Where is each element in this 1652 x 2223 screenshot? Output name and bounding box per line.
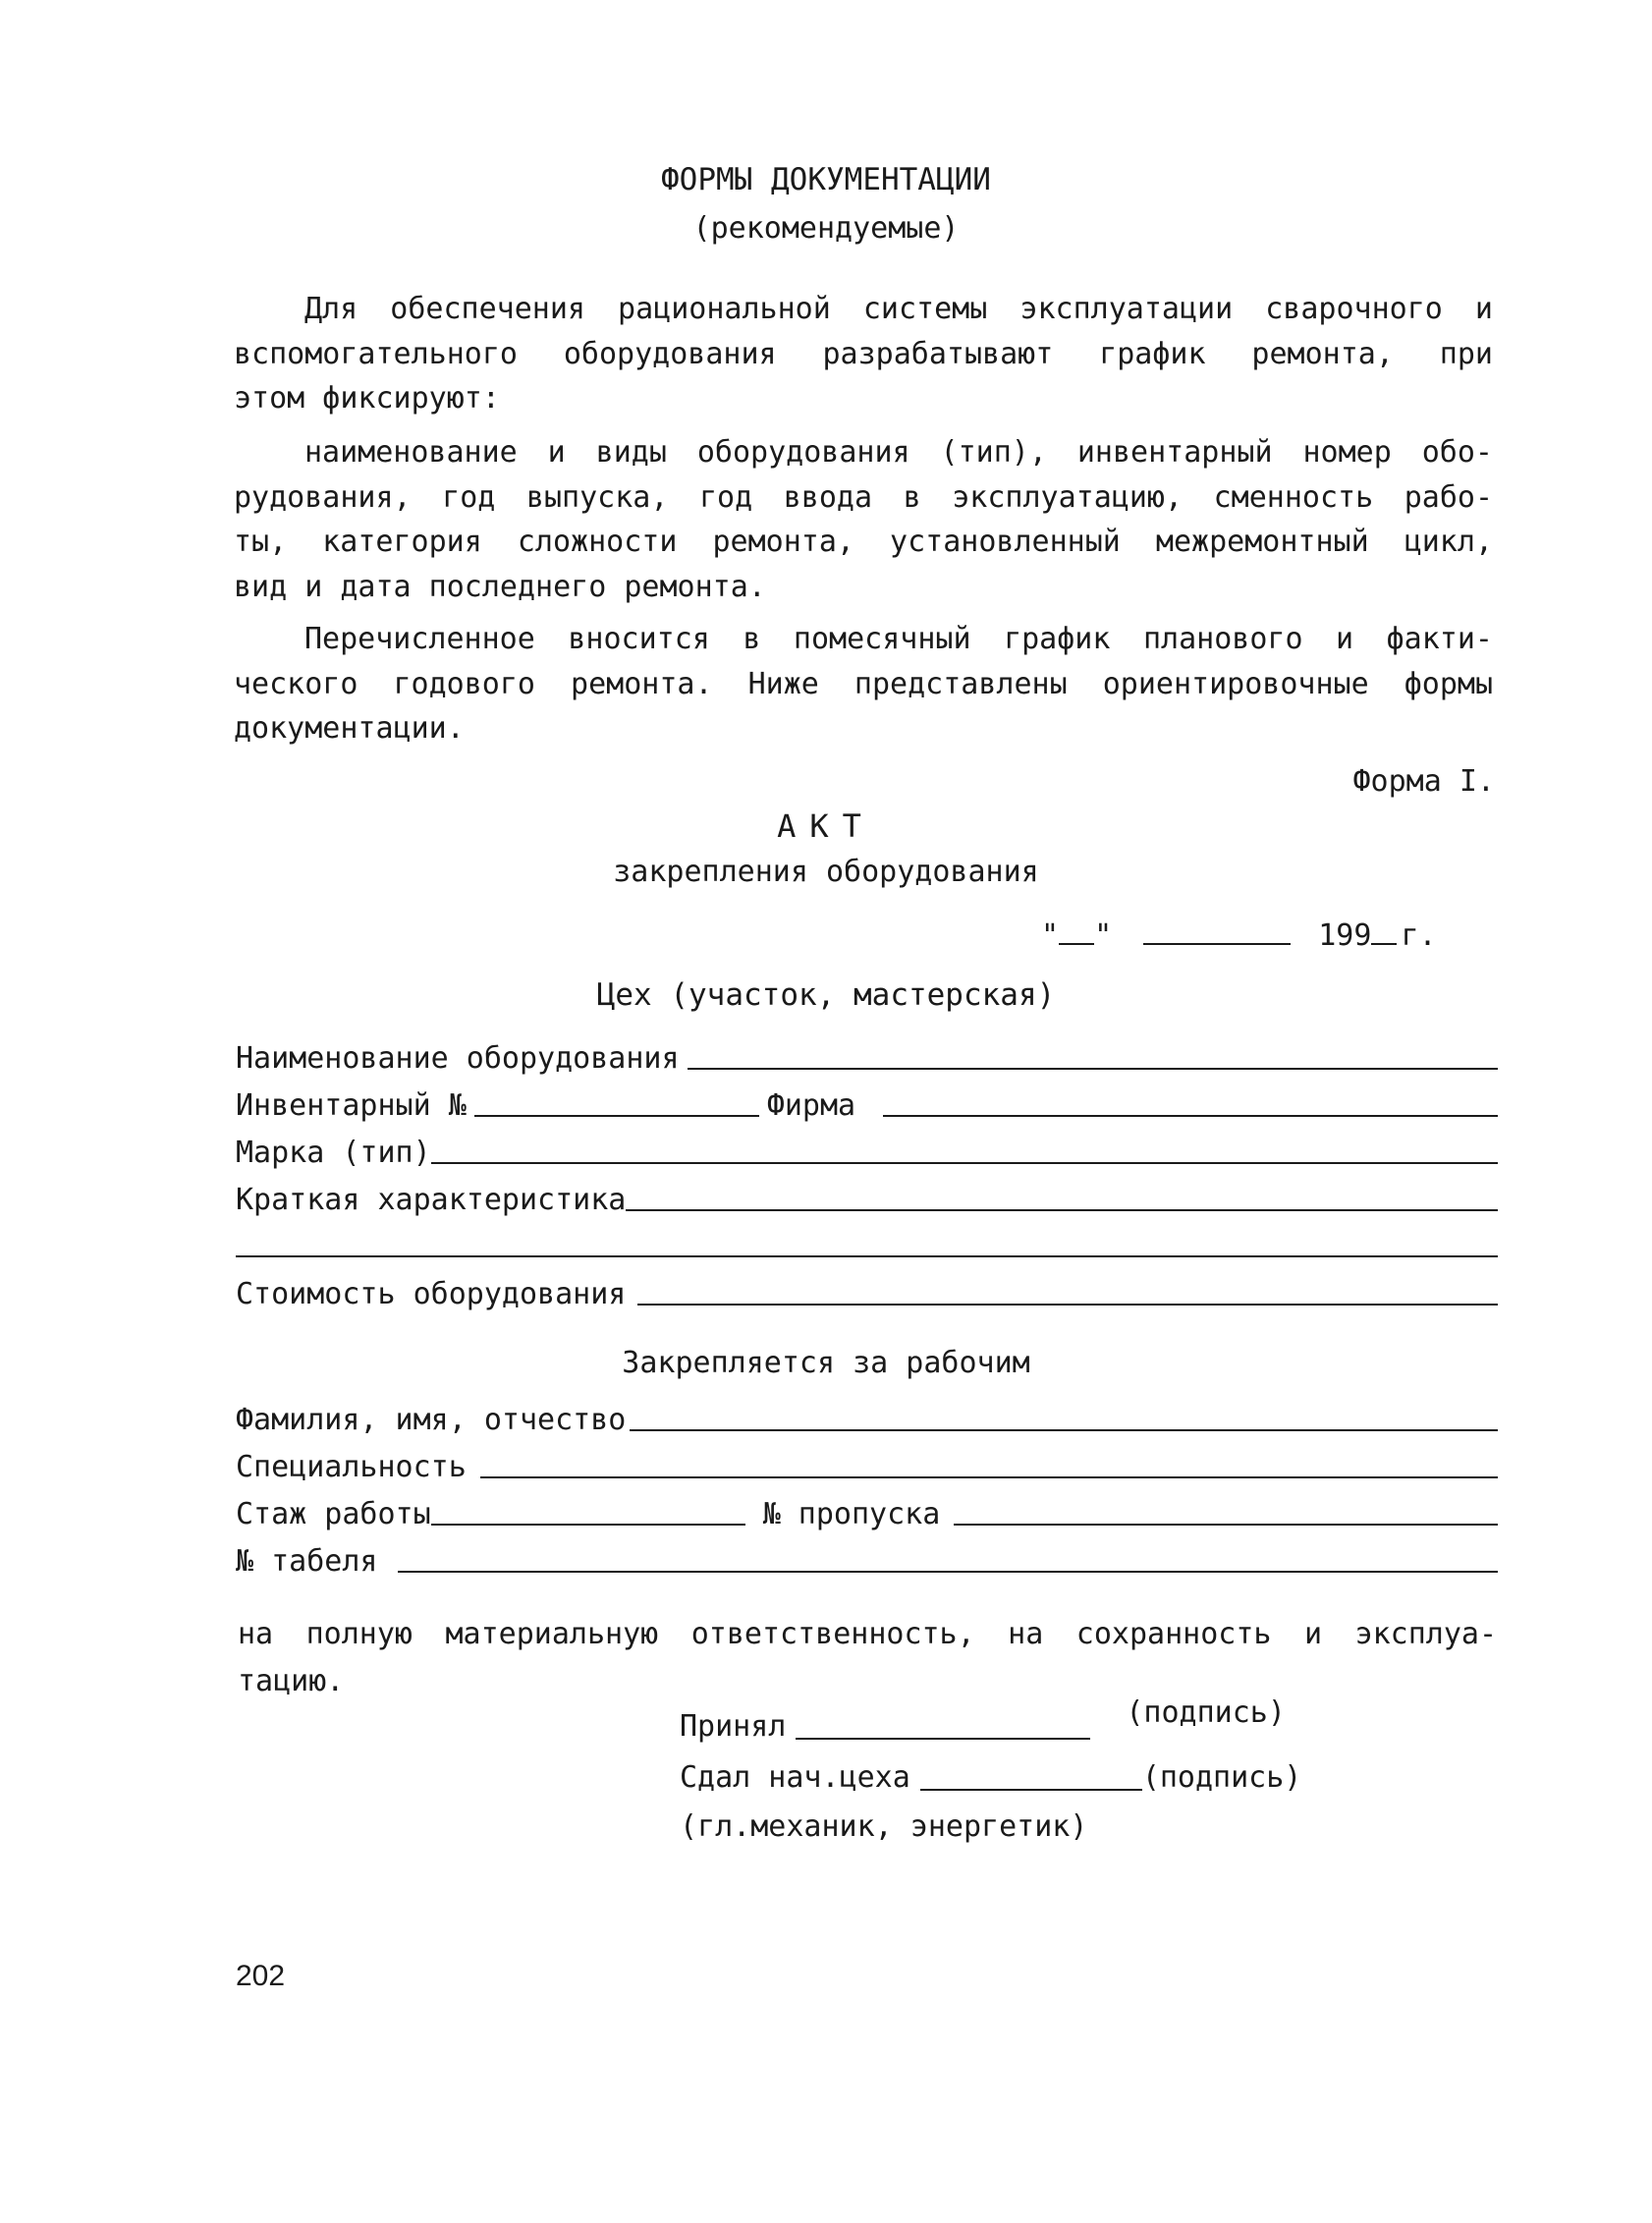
short-description-extra-line[interactable] [236, 1255, 1498, 1257]
short-description-field[interactable] [626, 1209, 1498, 1211]
specialty-field[interactable] [480, 1476, 1498, 1478]
page-number: 202 [236, 1960, 286, 1992]
date-year-blank[interactable] [1371, 916, 1397, 945]
intro-p2-line-1: наименование и виды оборудования (тип), инвентарный номер обо- [304, 435, 1493, 470]
short-description-label: Краткая характеристика [236, 1183, 627, 1217]
intro-paragraph-2 [234, 430, 1493, 609]
document-subtitle: (рекомендуемые) [692, 211, 960, 246]
inventory-no-label: Инвентарный № [236, 1088, 467, 1123]
intro-p1-line-1: Для обеспечения рациональной системы эксплуатации сварочного и [304, 292, 1493, 326]
brand-type-field[interactable] [431, 1162, 1498, 1164]
full-name-field[interactable] [630, 1429, 1498, 1431]
specialty-label: Специальность [236, 1450, 467, 1484]
form-label: Форма I. [1352, 764, 1495, 799]
act-subtitle: закрепления оборудования [613, 855, 1039, 889]
experience-label: Стаж работы [236, 1497, 431, 1531]
accepted-label: Принял [680, 1709, 787, 1744]
equipment-name-row [236, 1041, 1498, 1076]
handed-signature-row [680, 1760, 1301, 1795]
experience-row [236, 1497, 1498, 1531]
responsibility-line-1: на полную материальную ответственность, на сохранность и эксплуа- [238, 1617, 1497, 1651]
intro-p1-line-3: этом фиксируют: [234, 381, 500, 416]
cost-label: Стоимость оборудования [236, 1277, 627, 1311]
full-name-row [236, 1403, 1498, 1437]
intro-p3-line-3: документации. [234, 711, 465, 746]
date-row [1041, 916, 1437, 953]
inventory-no-field[interactable] [474, 1115, 759, 1117]
accepted-signature-field[interactable] [796, 1710, 1090, 1740]
short-description-row [236, 1183, 1498, 1217]
date-month-blank[interactable] [1143, 916, 1291, 945]
date-quote-open: " [1041, 918, 1060, 953]
act-title: АКТ [777, 807, 875, 845]
handed-signature-caption: (подпись) [1141, 1760, 1302, 1795]
intro-paragraph-3 [234, 617, 1493, 751]
specialty-row [236, 1450, 1498, 1484]
firm-label: Фирма [766, 1088, 856, 1123]
intro-p3-line-1: Перечисленное вносится в помесячный график планового и факти- [304, 622, 1493, 656]
firm-field[interactable] [883, 1115, 1498, 1117]
handed-signature-field[interactable] [920, 1761, 1142, 1791]
full-name-label: Фамилия, имя, отчество [236, 1403, 627, 1437]
responsibility-line-2: тацию. [238, 1664, 345, 1698]
brand-type-label: Марка (тип) [236, 1136, 431, 1170]
accepted-signature-caption: (подпись) [1126, 1695, 1286, 1730]
tab-no-label: № табеля [236, 1544, 378, 1579]
assigned-to-heading: Закрепляется за рабочим [622, 1346, 1030, 1380]
intro-p2-line-4: вид и дата последнего ремонта. [234, 569, 766, 604]
document-title: ФОРМЫ ДОКУМЕНТАЦИИ [661, 162, 991, 197]
date-day-blank[interactable] [1059, 916, 1094, 945]
inventory-row [236, 1088, 1498, 1123]
pass-no-label: № пропуска [762, 1497, 941, 1531]
equipment-name-field[interactable] [688, 1068, 1498, 1070]
pass-no-field[interactable] [954, 1524, 1498, 1526]
accepted-signature-row [680, 1695, 1286, 1744]
intro-paragraph-1 [234, 287, 1493, 421]
date-year-suffix: г. [1401, 918, 1437, 953]
responsibility-paragraph [238, 1611, 1497, 1705]
intro-p2-line-3: ты, категория сложности ремонта, установленный межремонтный цикл, [234, 525, 1493, 559]
intro-p2-line-2: рудования, год выпуска, год ввода в эксплуатацию, сменность рабо- [234, 479, 1493, 515]
handed-label: Сдал нач.цеха [680, 1760, 910, 1795]
handed-note: (гл.механик, энергетик) [680, 1809, 1088, 1844]
date-year-prefix: 199 [1318, 918, 1372, 953]
intro-p1-line-2: вспомогательного оборудования разрабатывают график ремонта, при [234, 336, 1493, 371]
brand-row [236, 1136, 1498, 1170]
cost-field[interactable] [637, 1304, 1498, 1306]
workshop-line: Цех (участок, мастерская) [596, 977, 1056, 1013]
equipment-name-label: Наименование оборудования [236, 1041, 680, 1076]
experience-field[interactable] [431, 1524, 745, 1526]
tab-no-field[interactable] [398, 1571, 1499, 1573]
intro-p3-line-2: ческого годового ремонта. Ниже представлены ориентировочные формы [234, 666, 1493, 701]
cost-row [236, 1277, 1498, 1311]
tab-no-row [236, 1544, 1498, 1579]
date-quote-close: " [1094, 918, 1113, 953]
